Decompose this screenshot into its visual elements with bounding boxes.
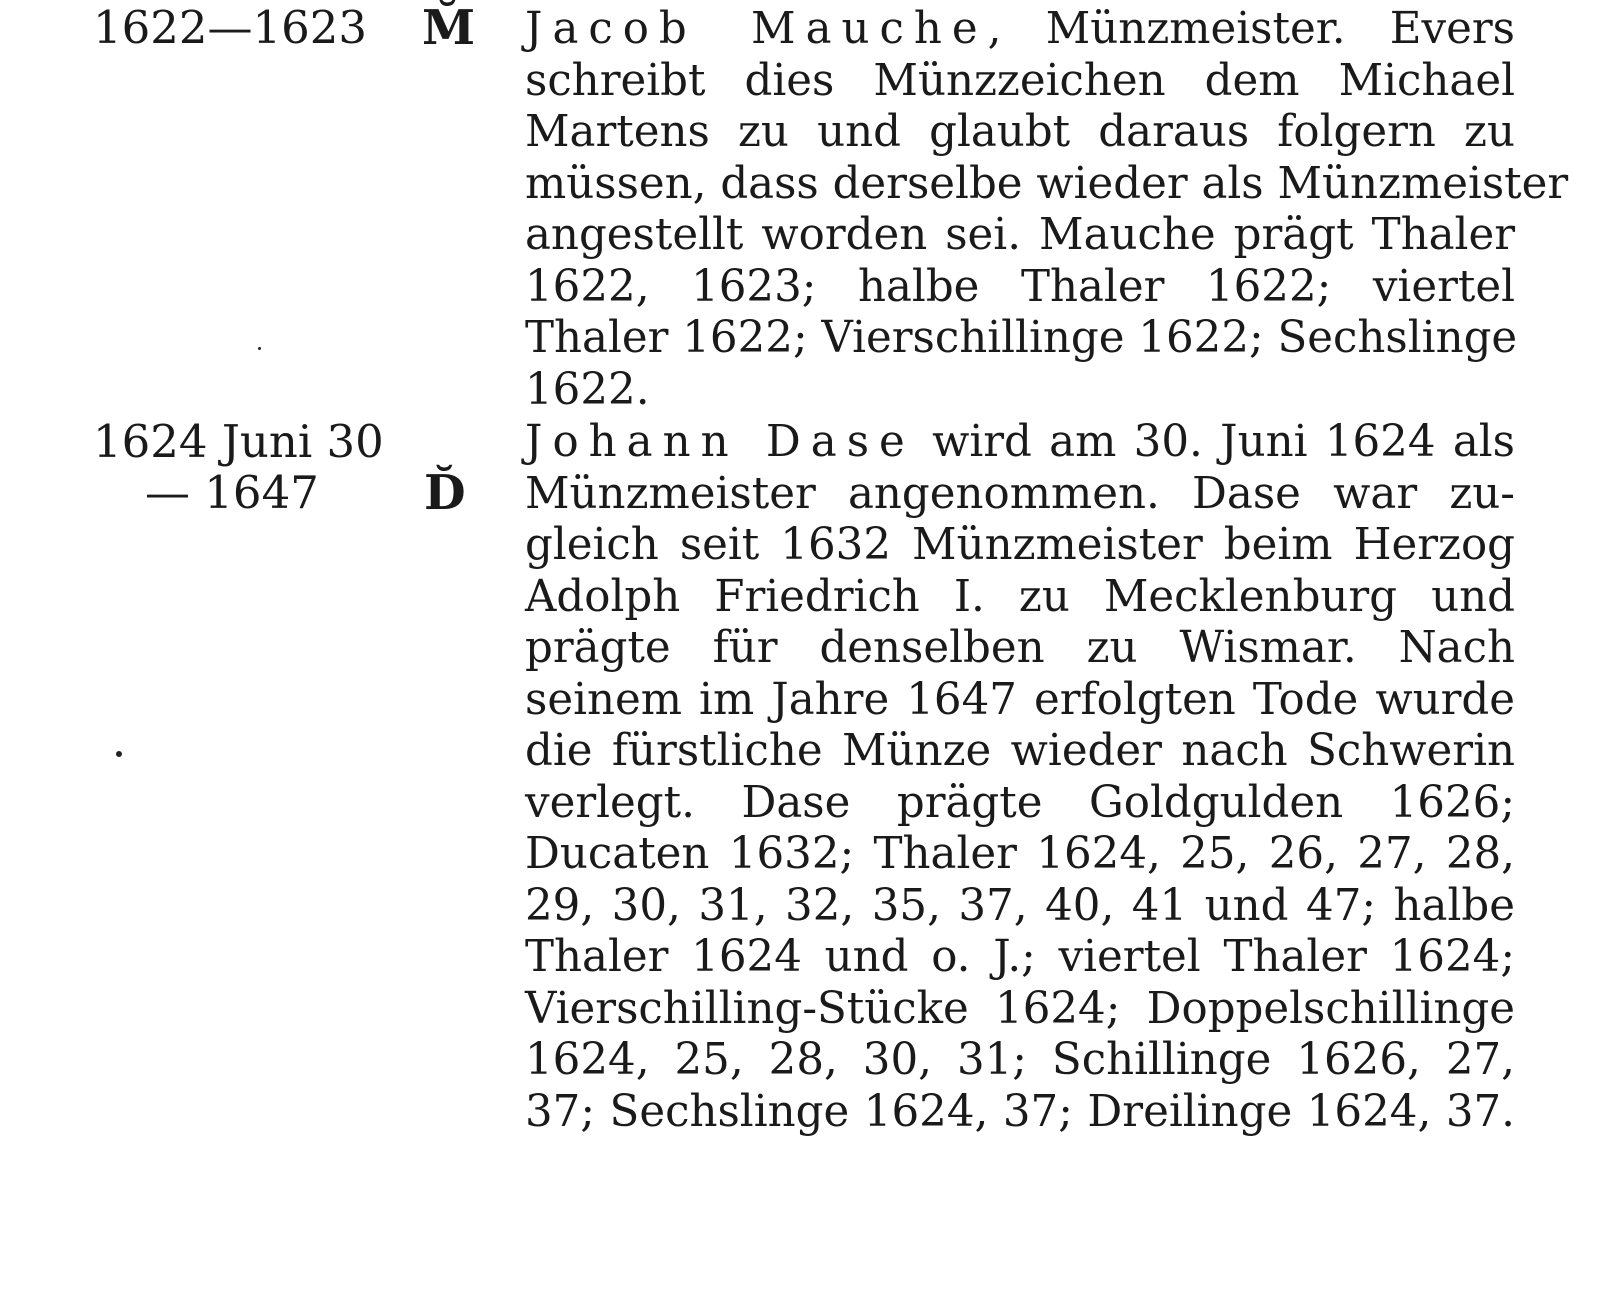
entry-2-line-6: seinem im Jahre 1647 erfolgten Tode wurde [525,674,1515,725]
entry-1-mint-mark: M̆ [422,0,476,56]
entry-2-line-9: Ducaten 1632; Thaler 1624, 25, 26, 27, 28, [525,829,1515,879]
entry-2-line-10: 29, 30, 31, 32, 35, 37, 40, 41 und 47; halbe [525,880,1515,931]
scan-speck [258,347,261,350]
entry-2-text [525,417,1515,1138]
entry-2-line-5: prägte für denselben zu Wismar. Nach [525,623,1515,673]
entry-1-line-2: schreibt dies Münzzeichen dem Michael [525,55,1515,106]
entry-1-line-7: Thaler 1622; Vierschillinge 1622; Sechslinge [525,313,1518,363]
entry-1-line-1-rest: , Münzmeister. Evers [987,4,1515,54]
entry-2-line-12: Vierschilling-Stücke 1624; Doppelschillinge [525,983,1515,1034]
entry-2-line-2: Münzmeister angenommen. Dase war zu- [525,468,1515,519]
entry-2-line-13: 1624, 25, 28, 30, 31; Schillinge 1626, 27, [525,1035,1515,1085]
entry-2-date-end: — 1647 [145,466,319,519]
entry-2-line-8: verlegt. Dase prägte Goldgulden 1626; [525,777,1515,828]
entry-1-text [525,4,1569,416]
scan-speck [116,751,122,757]
entry-2-line-7: die fürstliche Münze wieder nach Schwerin [525,726,1515,776]
entry-1-line-3: Martens zu und glaubt daraus folgern zu [525,107,1515,157]
entry-1-line-8: 1622. [525,364,650,415]
entry-2-line-4: Adolph Friedrich I. zu Mecklenburg und [525,571,1515,622]
entry-1-date: 1622—1623 [93,1,368,54]
entry-2-line-1 [525,417,1515,469]
entry-2-mint-mark: D̆ [424,465,466,521]
entry-2-line-11: Thaler 1624 und o. J.; viertel Thaler 1624; [525,932,1515,982]
entry-1-line-6: 1622, 1623; halbe Thaler 1622; viertel [525,261,1515,312]
entry-1-line-4: müssen, dass derselbe wieder als Münzmeister [525,158,1569,209]
entry-1-line-1 [525,4,1515,56]
entry-2-line-14: 37; Sechslinge 1624, 37; Dreilinge 1624, 37. [525,1086,1515,1137]
entry-2-date-start: 1624 Juni 30 [93,415,384,468]
entry-2-name: Johann Dase [525,417,915,467]
entry-2-line-1-rest: wird am 30. Juni 1624 als [914,417,1515,467]
entry-2-line-3: gleich seit 1632 Münzmeister beim Herzog [525,520,1515,570]
entry-1-name: Jacob Mauche [525,4,988,54]
entry-1-line-5: angestellt worden sei. Mauche prägt Thaler [525,210,1515,260]
